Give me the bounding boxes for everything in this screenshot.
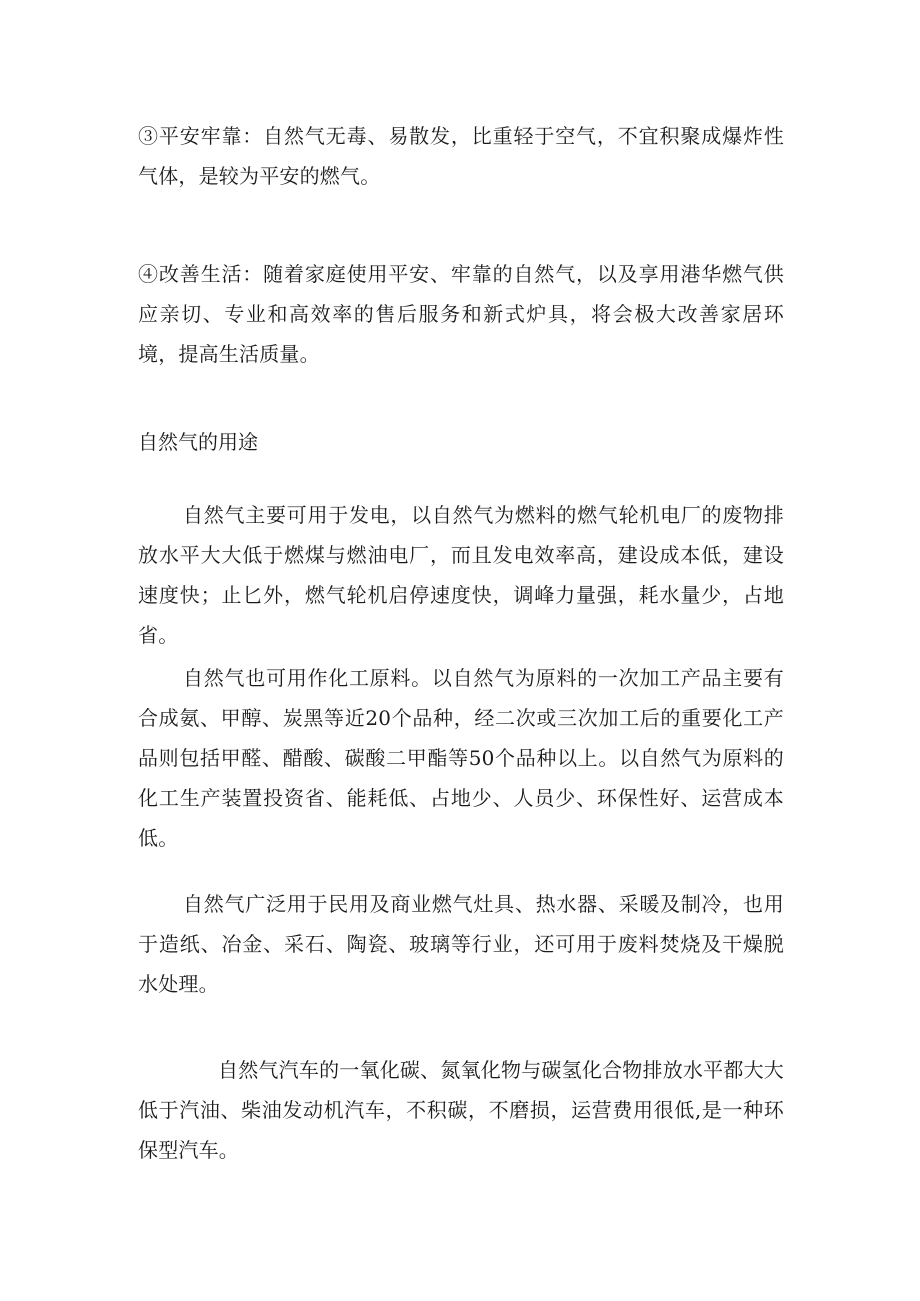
section-heading: 自然气的用途 <box>138 430 258 454</box>
paragraph-chemical-feedstock: 自然气也可用作化工原料。以自然气为原料的一次加工产品主要有合成氨、甲醇、炭黑等近20个品种，经二次或三次加工后的重要化工产品则包括甲醛、醋酸、碳酸二甲酯等50个品种以上。以自然气为原料的化工生产装置投资省、能耗低、占地少、人员少、环保性好、运营成本低。 <box>138 666 784 850</box>
paragraph-safety: ③平安牢靠：自然气无毒、易散发，比重轻于空气，不宜积聚成爆炸性气体，是较为平安的燃气。 <box>138 124 784 188</box>
paragraph-power-generation: 自然气主要可用于发电，以自然气为燃料的燃气轮机电厂的废物排放水平大大低于燃煤与燃油电厂，而且发电效率高，建设成本低，建设速度快；止匕外，燃气轮机启停速度快，调峰力量强，耗水量少，占地省。 <box>138 503 784 647</box>
paragraph-vehicles: 自然气汽车的一氧化碳、氮氧化物与碳氢化合物排放水平都大大低于汽油、柴油发动机汽车，不积碳，不磨损，运营费用很低,是一种环保型汽车。 <box>138 1058 784 1162</box>
paragraph-improve-life: ④改善生活：随着家庭使用平安、牢靠的自然气，以及享用港华燃气供应亲切、专业和高效率的售后服务和新式炉具，将会极大改善家居环境，提高生活质量。 <box>138 262 784 366</box>
paragraph-civil-commercial: 自然气广泛用于民用及商业燃气灶具、热水器、采暖及制冷，也用于造纸、冶金、采石、陶瓷、玻璃等行业，还可用于废料焚烧及干燥脱水处理。 <box>138 892 784 996</box>
